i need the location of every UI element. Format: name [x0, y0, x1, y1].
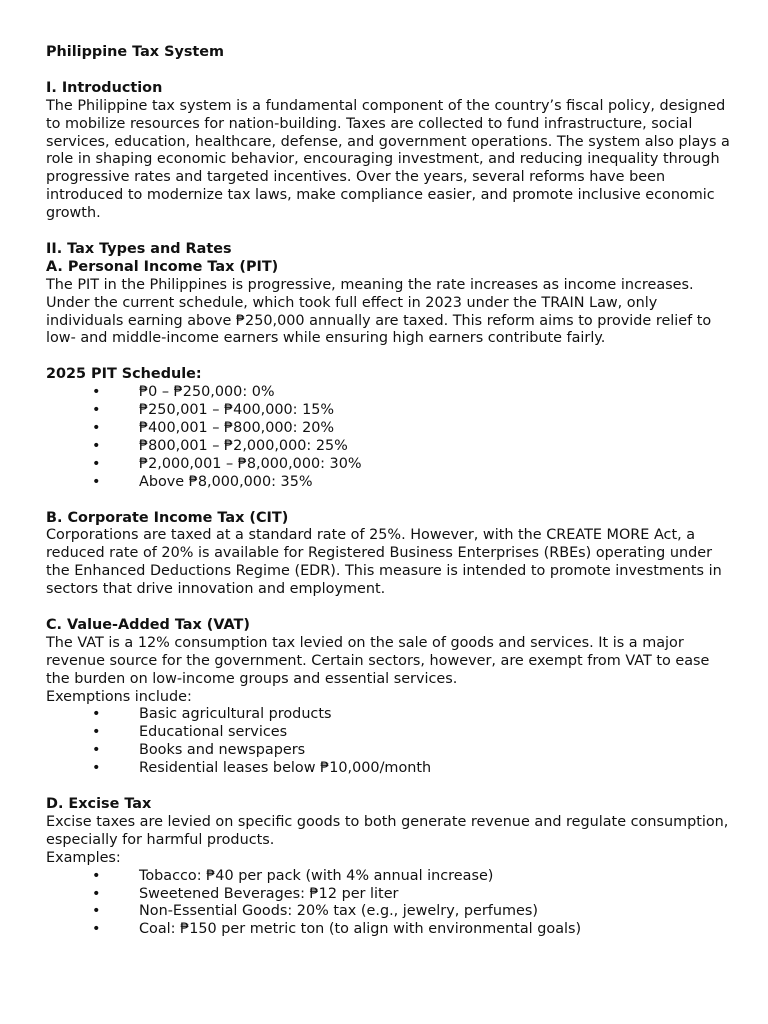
cit-paragraph: Corporations are taxed at a standard rate of 25%. However, with the CREATE MORE Act, a reduced rate of 20% is available for Registered Business Enterprises (RBEs) operating under the Enhanced Deductions Regime (EDR). This measure is intended to promote investments in sectors that drive innovation and employment. [46, 527, 722, 598]
list-item-text: ₱0 – ₱250,000: 0% [139, 384, 275, 401]
intro-heading: I. Introduction [46, 79, 163, 96]
list-item: • Non-Essential Goods: 20% tax (e.g., jewelry, perfumes) [92, 903, 538, 920]
list-item: • Books and newspapers [92, 742, 306, 759]
list-item-text: Coal: ₱150 per metric ton (to align with environmental goals) [139, 921, 582, 938]
list-item-text: Basic agricultural products [139, 706, 332, 723]
list-item-text: ₱800,001 – ₱2,000,000: 25% [139, 437, 348, 454]
list-item-text: ₱250,001 – ₱400,000: 15% [139, 402, 335, 419]
excise-heading: D. Excise Tax [46, 795, 152, 812]
list-item-text: Residential leases below ₱10,000/month [139, 760, 432, 777]
list-item: • Sweetened Beverages: ₱12 per liter [92, 885, 399, 902]
list-item: • Basic agricultural products [92, 706, 332, 723]
list-item-text: Educational services [139, 724, 288, 741]
list-item: • Residential leases below ₱10,000/month [92, 760, 432, 777]
tax-types-heading: II. Tax Types and Rates [46, 240, 232, 257]
list-item-text: Sweetened Beverages: ₱12 per liter [139, 885, 399, 902]
pit-heading: A. Personal Income Tax (PIT) [46, 258, 279, 275]
vat-heading: C. Value-Added Tax (VAT) [46, 616, 250, 633]
list-item-text: Tobacco: ₱40 per pack (with 4% annual increase) [139, 867, 494, 884]
list-item-text: ₱400,001 – ₱800,000: 20% [139, 419, 335, 436]
document-page [46, 44, 736, 939]
list-item: • ₱400,001 – ₱800,000: 20% [92, 419, 335, 436]
list-item: • Educational services [92, 724, 288, 741]
cit-heading: B. Corporate Income Tax (CIT) [46, 509, 289, 526]
list-item-text: Books and newspapers [139, 742, 306, 759]
list-item-text: ₱2,000,001 – ₱8,000,000: 30% [139, 455, 362, 472]
list-item: • Above ₱8,000,000: 35% [92, 473, 313, 490]
vat-exemptions-list [46, 706, 736, 778]
list-item: • Tobacco: ₱40 per pack (with 4% annual increase) [92, 867, 494, 884]
document-title: Philippine Tax System [46, 44, 225, 60]
pit-paragraph: The PIT in the Philippines is progressive, meaning the rate increases as income increases. Under the current schedule, which took full effect in 2023 under the TRAIN Law, only individuals earning above ₱250,000 annually are taxed. This reform aims to provide relief to low- and middle-income earners while ensuring high earners contribute fairly. [46, 276, 712, 347]
list-item: • ₱0 – ₱250,000: 0% [92, 384, 275, 401]
intro-paragraph: The Philippine tax system is a fundamental component of the country’s fiscal policy, designed to mobilize resources for nation-building. Taxes are collected to fund infrastructure, social services, education, healthcare, defense, and government operations. The system also plays a role in shaping economic behavior, encouraging investment, and reducing inequality through progressive rates and targeted incentives. Over the years, several reforms have been introduced to modernize tax laws, make compliance easier, and promote inclusive economic growth. [46, 97, 730, 222]
excise-list-intro: Examples: [46, 849, 121, 866]
vat-list-intro: Exemptions include: [46, 688, 192, 705]
vat-paragraph: The VAT is a 12% consumption tax levied on the sale of goods and services. It is a major revenue source for the government. Certain sectors, however, are exempt from VAT to ease the burden on low-income groups and essential services. [46, 634, 710, 687]
list-item: • Coal: ₱150 per metric ton (to align with environmental goals) [92, 921, 582, 938]
list-item: • ₱2,000,001 – ₱8,000,000: 30% [92, 455, 362, 472]
list-item: • ₱800,001 – ₱2,000,000: 25% [92, 437, 348, 454]
list-item: • ₱250,001 – ₱400,000: 15% [92, 402, 335, 419]
pit-schedule-list [46, 384, 736, 491]
excise-examples-list [46, 868, 736, 940]
excise-paragraph: Excise taxes are levied on specific goods to both generate revenue and regulate consumption, especially for harmful products. [46, 813, 729, 848]
pit-schedule-heading: 2025 PIT Schedule: [46, 366, 202, 383]
list-item-text: Non-Essential Goods: 20% tax (e.g., jewelry, perfumes) [139, 903, 538, 920]
list-item-text: Above ₱8,000,000: 35% [139, 473, 313, 490]
